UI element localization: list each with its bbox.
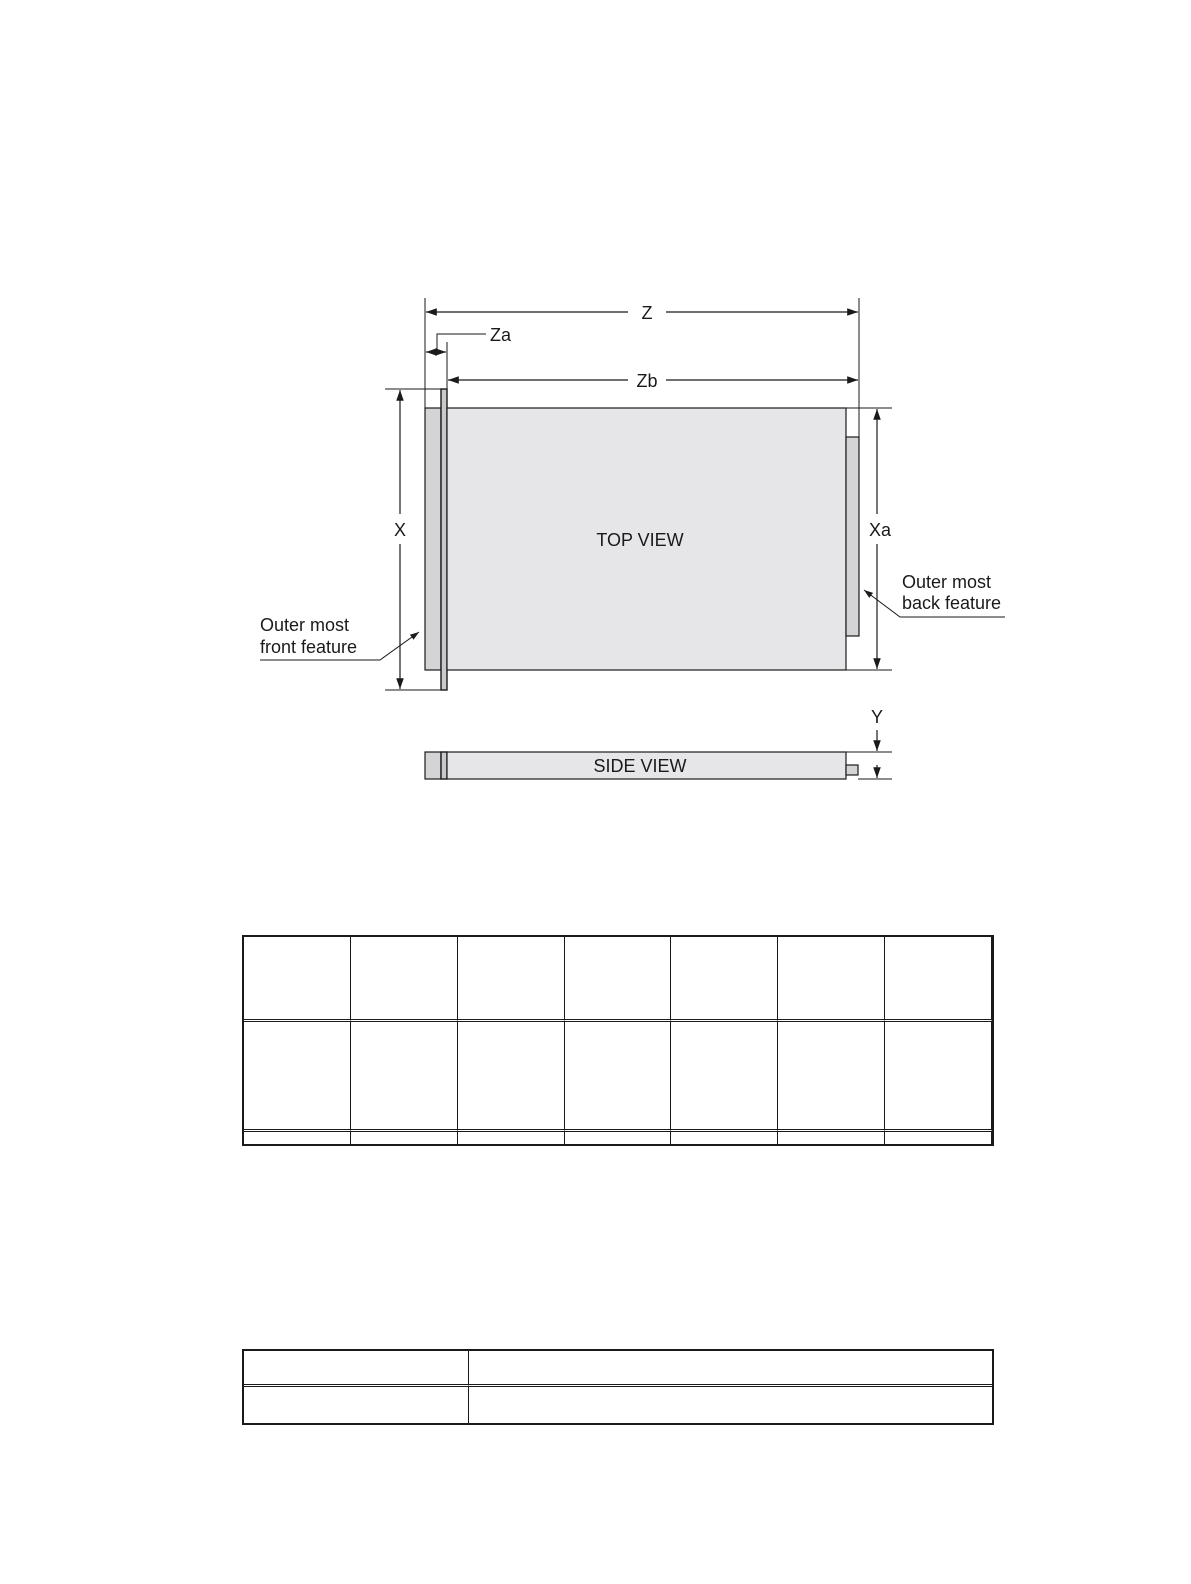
table-cell — [244, 937, 351, 1022]
zb-dimension — [448, 371, 858, 391]
front-plate — [441, 389, 447, 690]
side-view-plate — [441, 752, 447, 779]
side-view-label: SIDE VIEW — [593, 756, 687, 776]
table-cell — [351, 937, 458, 1022]
table-cell — [885, 1132, 992, 1144]
side-view-back-feature — [846, 765, 858, 775]
table-cell — [671, 1132, 778, 1144]
table-row — [244, 937, 992, 1022]
xa-label: Xa — [868, 520, 892, 540]
zb-label: Zb — [636, 371, 658, 391]
x-label: X — [393, 520, 407, 540]
z-label: Z — [641, 303, 653, 323]
table-cell — [671, 937, 778, 1022]
table-cell — [351, 1022, 458, 1132]
table-cell — [778, 1132, 885, 1144]
table-cell — [885, 937, 992, 1022]
table-cell — [244, 1351, 469, 1387]
table-cell — [244, 1022, 351, 1132]
za-label: Za — [490, 325, 512, 345]
table-cell — [351, 1132, 458, 1144]
front-feature-callout — [260, 615, 419, 660]
table-cell — [565, 1132, 672, 1144]
table-cell — [244, 1132, 351, 1144]
back-feature-label-line1: Outer most — [902, 572, 992, 592]
table-cell — [565, 1022, 672, 1132]
table-cell — [885, 1022, 992, 1132]
table-cell — [244, 1387, 469, 1423]
table-row — [244, 1387, 992, 1423]
side-view-bezel — [425, 752, 441, 779]
table-cell — [565, 937, 672, 1022]
table-row — [244, 1022, 992, 1132]
table-row — [244, 1351, 992, 1387]
table-row — [244, 1132, 992, 1144]
table-cell — [458, 1022, 565, 1132]
y-label: Y — [870, 707, 884, 727]
side-view — [425, 752, 858, 779]
top-view-label: TOP VIEW — [596, 530, 684, 550]
table-cell — [469, 1351, 992, 1387]
front-bezel — [425, 408, 441, 670]
back-feature-callout — [864, 572, 1005, 617]
back-feature-label-line2: back feature — [902, 593, 1002, 613]
table-cell — [458, 937, 565, 1022]
table-cell — [458, 1132, 565, 1144]
weight-table — [242, 1349, 994, 1425]
back-feature — [846, 437, 859, 636]
front-feature-label-line2: front feature — [260, 637, 358, 657]
table-cell — [469, 1387, 992, 1423]
table-cell — [778, 1022, 885, 1132]
top-view — [425, 389, 859, 690]
table-cell — [671, 1022, 778, 1132]
dimensions-table — [242, 935, 994, 1146]
table-cell — [778, 937, 885, 1022]
front-feature-label-line1: Outer most — [260, 615, 350, 635]
